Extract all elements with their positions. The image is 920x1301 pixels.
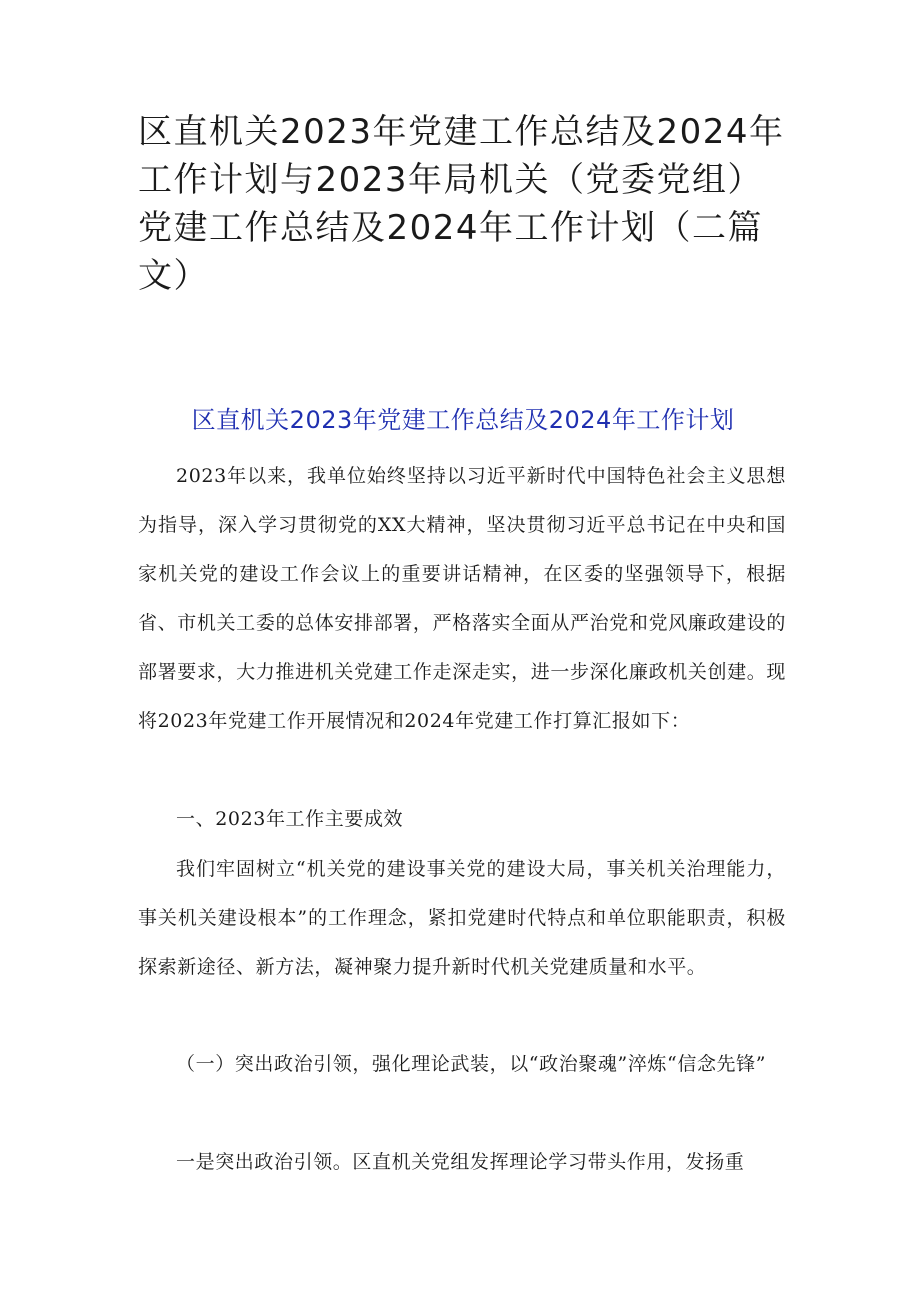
document-title: 区直机关2023年党建工作总结及2024年工作计划与2023年局机关（党委党组）党建工作总结及2024年工作计划（二篇文）: [138, 112, 785, 296]
paragraph-intro: 2023年以来，我单位始终坚持以习近平新时代中国特色社会主义思想为指导，深入学习贯彻党的XX大精神，坚决贯彻习近平总书记在中央和国家机关党的建设工作会议上的重要讲话精神，在区委的坚强领导下，根据省、市机关工委的总体安排部署，严格落实全面从严治党和党风廉政建设的部署要求，大力推进机关党建工作走深走实，进一步深化廉政机关创建。现将2023年党建工作开展情况和2024年党建工作打算汇报如下：: [138, 465, 786, 732]
paragraph-political-guidance: 一是突出政治引领。区直机关党组发挥理论学习带头作用，发扬重: [176, 1151, 745, 1173]
paragraph-philosophy: 我们牢固树立“机关党的建设事关党的建设大局，事关机关治理能力，事关机关建设根本”的工作理念，紧扣党建时代特点和单位职能职责，积极探索新途径、新方法，凝神聚力提升新时代机关党建质量和水平。: [138, 858, 786, 978]
subheading-political-leadership: （一）突出政治引领，强化理论武装，以“政治聚魂”淬炼“信念先锋”: [176, 1053, 767, 1075]
section-title: 区直机关2023年党建工作总结及2024年工作计划: [191, 406, 735, 434]
heading-achievements: 一、2023年工作主要成效: [176, 808, 404, 830]
